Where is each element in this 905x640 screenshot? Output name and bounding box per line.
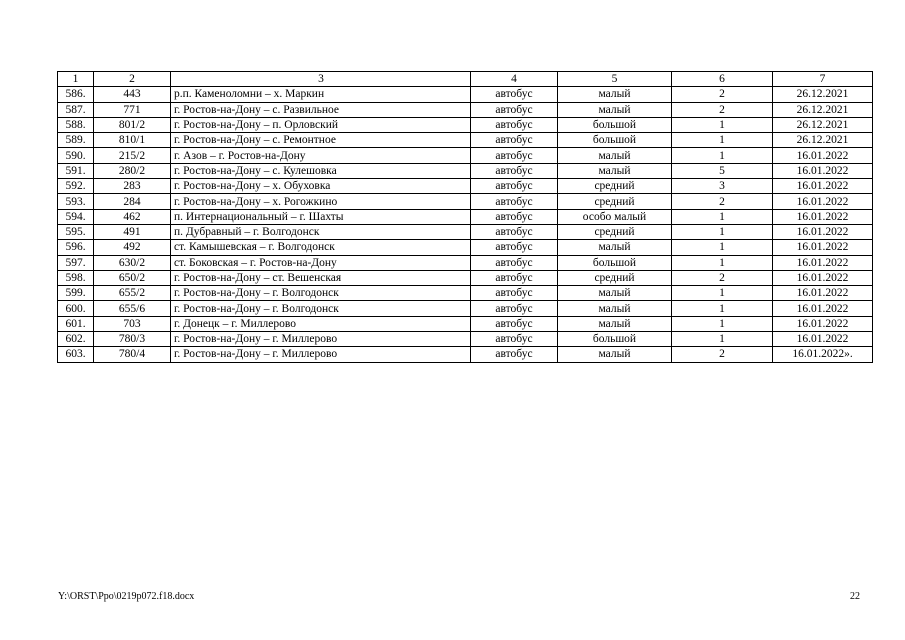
vehicle-count-cell: 2 <box>672 347 773 362</box>
route-name-cell: г. Ростов-на-Дону – с. Развильное <box>171 102 471 117</box>
route-number-cell: 283 <box>94 179 171 194</box>
vehicle-count-cell: 1 <box>672 286 773 301</box>
table-row <box>58 332 873 347</box>
row-number-cell: 592. <box>58 179 94 194</box>
vehicle-class-cell: особо малый <box>558 209 672 224</box>
column-header-3: 3 <box>171 72 471 87</box>
route-number-cell: 462 <box>94 209 171 224</box>
row-number-cell: 602. <box>58 332 94 347</box>
vehicle-count-cell: 3 <box>672 179 773 194</box>
vehicle-count-cell: 1 <box>672 301 773 316</box>
start-date-cell: 26.12.2021 <box>773 117 873 132</box>
vehicle-type-cell: автобус <box>471 270 558 285</box>
table-row <box>58 209 873 224</box>
route-name-cell: ст. Боковская – г. Ростов-на-Дону <box>171 255 471 270</box>
row-number-cell: 599. <box>58 286 94 301</box>
start-date-cell: 16.01.2022 <box>773 224 873 239</box>
table-row <box>58 301 873 316</box>
table-row <box>58 224 873 239</box>
vehicle-count-cell: 1 <box>672 240 773 255</box>
vehicle-count-cell: 2 <box>672 270 773 285</box>
route-number-cell: 780/3 <box>94 332 171 347</box>
route-number-cell: 492 <box>94 240 171 255</box>
row-number-cell: 593. <box>58 194 94 209</box>
vehicle-class-cell: большой <box>558 133 672 148</box>
vehicle-class-cell: малый <box>558 87 672 102</box>
row-number-cell: 590. <box>58 148 94 163</box>
start-date-cell: 16.01.2022 <box>773 316 873 331</box>
vehicle-count-cell: 1 <box>672 255 773 270</box>
vehicle-count-cell: 2 <box>672 194 773 209</box>
start-date-cell: 16.01.2022 <box>773 148 873 163</box>
table-row <box>58 102 873 117</box>
start-date-cell: 26.12.2021 <box>773 87 873 102</box>
vehicle-count-cell: 1 <box>672 133 773 148</box>
vehicle-type-cell: автобус <box>471 347 558 362</box>
table-row <box>58 194 873 209</box>
vehicle-class-cell: малый <box>558 316 672 331</box>
route-number-cell: 491 <box>94 224 171 239</box>
vehicle-class-cell: средний <box>558 179 672 194</box>
start-date-cell: 16.01.2022 <box>773 179 873 194</box>
table-header-row <box>58 72 873 87</box>
route-number-cell: 215/2 <box>94 148 171 163</box>
start-date-cell: 16.01.2022 <box>773 194 873 209</box>
route-name-cell: ст. Камышевская – г. Волгодонск <box>171 240 471 255</box>
route-name-cell: р.п. Каменоломни – х. Маркин <box>171 87 471 102</box>
route-name-cell: г. Ростов-на-Дону – г. Волгодонск <box>171 286 471 301</box>
start-date-cell: 26.12.2021 <box>773 133 873 148</box>
vehicle-class-cell: средний <box>558 270 672 285</box>
vehicle-type-cell: автобус <box>471 163 558 178</box>
start-date-cell: 16.01.2022 <box>773 240 873 255</box>
route-number-cell: 771 <box>94 102 171 117</box>
column-header-4: 4 <box>471 72 558 87</box>
table-row <box>58 117 873 132</box>
vehicle-count-cell: 1 <box>672 332 773 347</box>
table-row <box>58 240 873 255</box>
vehicle-type-cell: автобус <box>471 240 558 255</box>
route-number-cell: 655/6 <box>94 301 171 316</box>
table-row <box>58 255 873 270</box>
route-name-cell: г. Ростов-на-Дону – п. Орловский <box>171 117 471 132</box>
table-row <box>58 270 873 285</box>
start-date-cell: 26.12.2021 <box>773 102 873 117</box>
vehicle-count-cell: 2 <box>672 102 773 117</box>
route-name-cell: г. Донецк – г. Миллерово <box>171 316 471 331</box>
vehicle-type-cell: автобус <box>471 286 558 301</box>
vehicle-type-cell: автобус <box>471 133 558 148</box>
vehicle-class-cell: малый <box>558 347 672 362</box>
row-number-cell: 600. <box>58 301 94 316</box>
route-name-cell: г. Ростов-на-Дону – х. Обуховка <box>171 179 471 194</box>
column-header-1: 1 <box>58 72 94 87</box>
table-row <box>58 148 873 163</box>
vehicle-class-cell: средний <box>558 224 672 239</box>
vehicle-count-cell: 1 <box>672 224 773 239</box>
table-row <box>58 286 873 301</box>
vehicle-class-cell: малый <box>558 148 672 163</box>
routes-table-container <box>57 71 862 363</box>
route-number-cell: 810/1 <box>94 133 171 148</box>
vehicle-type-cell: автобус <box>471 316 558 331</box>
row-number-cell: 603. <box>58 347 94 362</box>
row-number-cell: 596. <box>58 240 94 255</box>
route-name-cell: п. Интернациональный – г. Шахты <box>171 209 471 224</box>
table-row <box>58 133 873 148</box>
route-number-cell: 801/2 <box>94 117 171 132</box>
start-date-cell: 16.01.2022 <box>773 270 873 285</box>
table-row <box>58 316 873 331</box>
route-number-cell: 780/4 <box>94 347 171 362</box>
vehicle-class-cell: малый <box>558 286 672 301</box>
column-header-6: 6 <box>672 72 773 87</box>
vehicle-count-cell: 2 <box>672 87 773 102</box>
vehicle-type-cell: автобус <box>471 224 558 239</box>
table-row <box>58 179 873 194</box>
row-number-cell: 587. <box>58 102 94 117</box>
route-number-cell: 280/2 <box>94 163 171 178</box>
route-name-cell: г. Азов – г. Ростов-на-Дону <box>171 148 471 163</box>
start-date-cell: 16.01.2022 <box>773 209 873 224</box>
route-name-cell: г. Ростов-на-Дону – ст. Вешенская <box>171 270 471 285</box>
row-number-cell: 588. <box>58 117 94 132</box>
column-header-2: 2 <box>94 72 171 87</box>
route-name-cell: г. Ростов-на-Дону – г. Миллерово <box>171 332 471 347</box>
row-number-cell: 594. <box>58 209 94 224</box>
table-row <box>58 87 873 102</box>
vehicle-type-cell: автобус <box>471 87 558 102</box>
vehicle-type-cell: автобус <box>471 102 558 117</box>
column-header-7: 7 <box>773 72 873 87</box>
start-date-cell: 16.01.2022 <box>773 332 873 347</box>
start-date-cell: 16.01.2022». <box>773 347 873 362</box>
row-number-cell: 597. <box>58 255 94 270</box>
route-name-cell: г. Ростов-на-Дону – г. Волгодонск <box>171 301 471 316</box>
start-date-cell: 16.01.2022 <box>773 255 873 270</box>
route-name-cell: г. Ростов-на-Дону – с. Кулешовка <box>171 163 471 178</box>
start-date-cell: 16.01.2022 <box>773 163 873 178</box>
vehicle-class-cell: большой <box>558 117 672 132</box>
row-number-cell: 591. <box>58 163 94 178</box>
route-name-cell: г. Ростов-на-Дону – г. Миллерово <box>171 347 471 362</box>
vehicle-count-cell: 1 <box>672 209 773 224</box>
footer-page-number: 22 <box>850 591 860 602</box>
route-name-cell: п. Дубравный – г. Волгодонск <box>171 224 471 239</box>
route-number-cell: 655/2 <box>94 286 171 301</box>
row-number-cell: 586. <box>58 87 94 102</box>
vehicle-class-cell: средний <box>558 194 672 209</box>
column-header-5: 5 <box>558 72 672 87</box>
vehicle-type-cell: автобус <box>471 194 558 209</box>
vehicle-class-cell: большой <box>558 332 672 347</box>
vehicle-type-cell: автобус <box>471 209 558 224</box>
vehicle-type-cell: автобус <box>471 332 558 347</box>
start-date-cell: 16.01.2022 <box>773 301 873 316</box>
table-row <box>58 347 873 362</box>
vehicle-class-cell: малый <box>558 102 672 117</box>
row-number-cell: 589. <box>58 133 94 148</box>
routes-table <box>57 71 873 363</box>
vehicle-count-cell: 1 <box>672 117 773 132</box>
vehicle-type-cell: автобус <box>471 117 558 132</box>
row-number-cell: 601. <box>58 316 94 331</box>
vehicle-class-cell: малый <box>558 240 672 255</box>
vehicle-type-cell: автобус <box>471 179 558 194</box>
vehicle-count-cell: 1 <box>672 316 773 331</box>
vehicle-type-cell: автобус <box>471 148 558 163</box>
vehicle-count-cell: 1 <box>672 148 773 163</box>
start-date-cell: 16.01.2022 <box>773 286 873 301</box>
row-number-cell: 598. <box>58 270 94 285</box>
vehicle-count-cell: 5 <box>672 163 773 178</box>
route-number-cell: 443 <box>94 87 171 102</box>
table-row <box>58 163 873 178</box>
vehicle-type-cell: автобус <box>471 301 558 316</box>
vehicle-class-cell: малый <box>558 163 672 178</box>
route-name-cell: г. Ростов-на-Дону – х. Рогожкино <box>171 194 471 209</box>
footer-file-path: Y:\ORST\Ppo\0219p072.f18.docx <box>58 591 195 602</box>
vehicle-class-cell: большой <box>558 255 672 270</box>
route-number-cell: 284 <box>94 194 171 209</box>
route-number-cell: 703 <box>94 316 171 331</box>
row-number-cell: 595. <box>58 224 94 239</box>
table-body <box>58 87 873 362</box>
route-number-cell: 650/2 <box>94 270 171 285</box>
vehicle-class-cell: малый <box>558 301 672 316</box>
vehicle-type-cell: автобус <box>471 255 558 270</box>
route-name-cell: г. Ростов-на-Дону – с. Ремонтное <box>171 133 471 148</box>
route-number-cell: 630/2 <box>94 255 171 270</box>
